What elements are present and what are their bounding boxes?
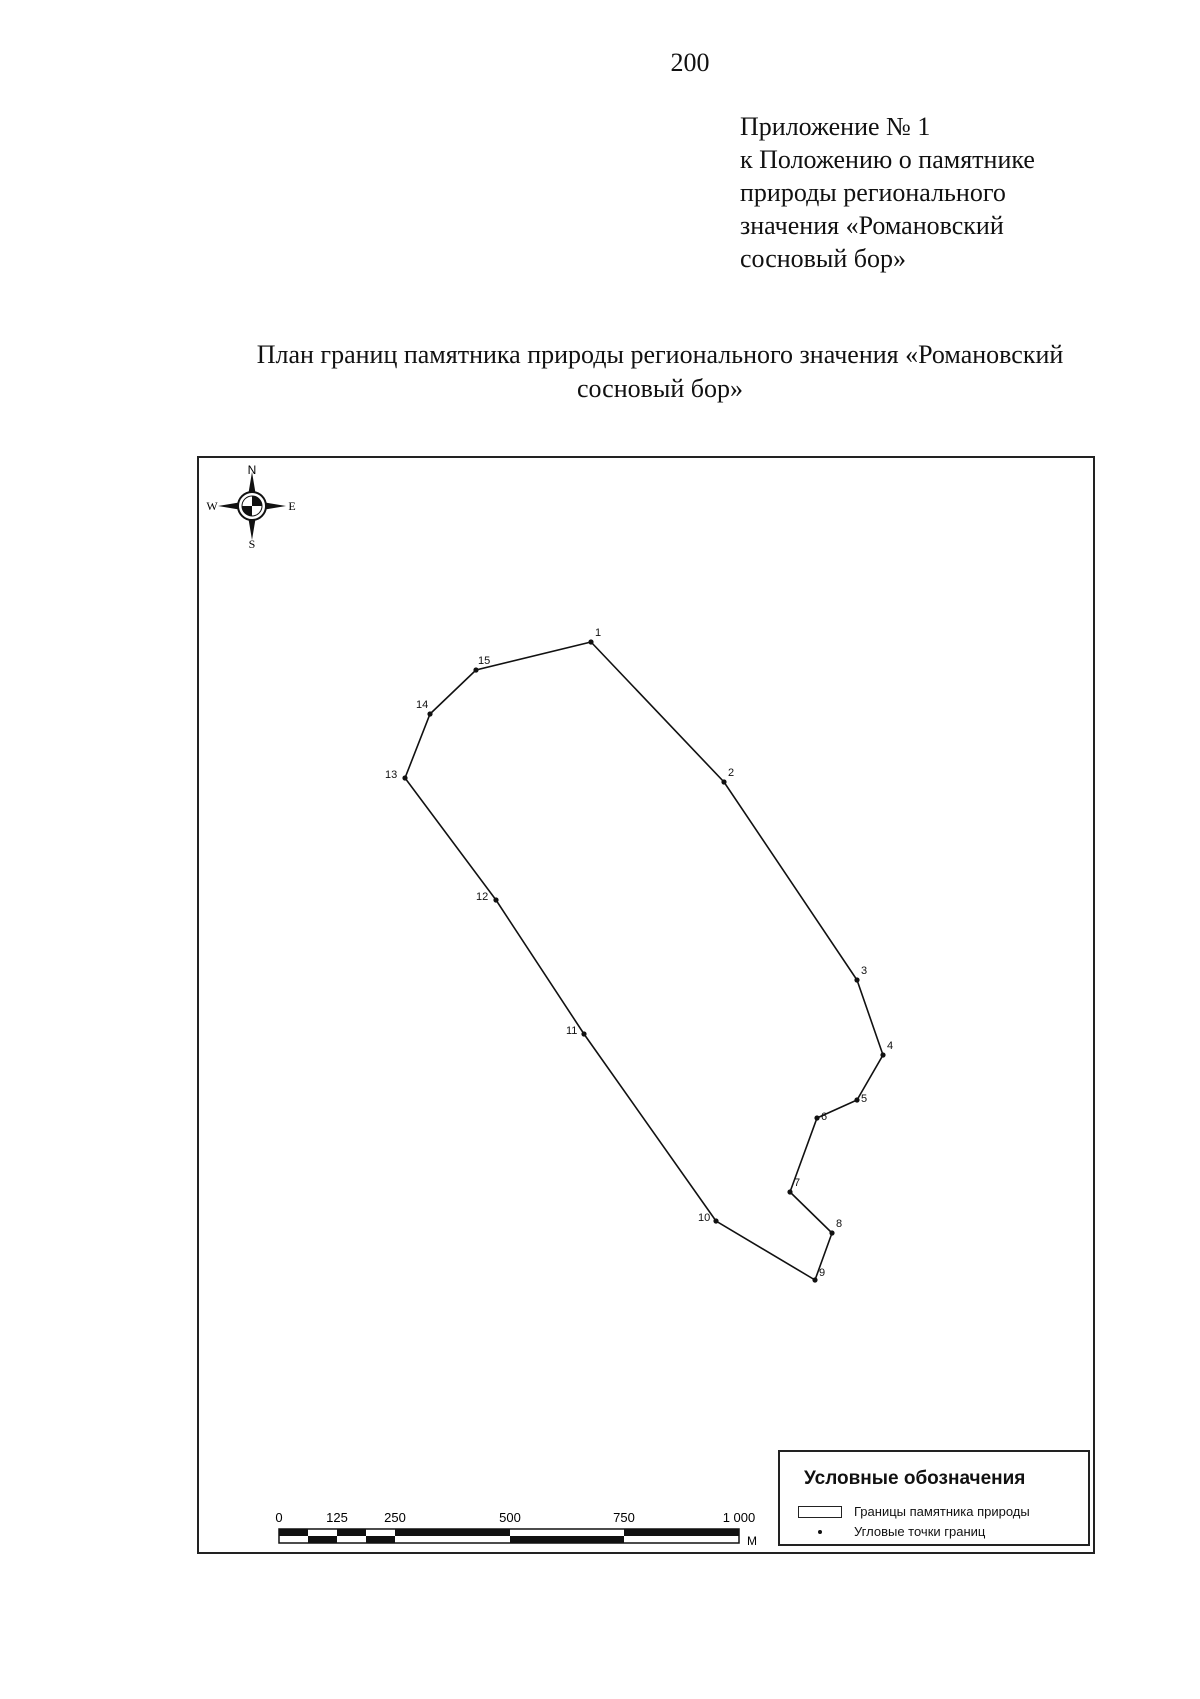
vertex-label-13: 13 — [385, 769, 398, 781]
appendix-line: к Положению о памятнике — [740, 145, 1035, 174]
legend-item-boundary — [798, 1504, 1030, 1519]
boundary-vertex-11 — [581, 1031, 586, 1036]
boundary-vertex-7 — [787, 1189, 792, 1194]
vertex-label-3: 3 — [861, 965, 868, 977]
vertex-label-9: 9 — [819, 1267, 826, 1279]
boundary-vertex-2 — [721, 779, 726, 784]
boundary-vertex-8 — [829, 1230, 834, 1235]
scale-tick-0: 0 — [275, 1510, 283, 1525]
plan-title-line-2: сосновый бор» — [576, 374, 744, 403]
boundary-vertex-9 — [812, 1277, 817, 1282]
vertex-label-4: 4 — [887, 1040, 894, 1052]
scale-tick-250: 250 — [384, 1510, 406, 1525]
scale-tick-125: 125 — [326, 1510, 348, 1525]
scale-bar — [279, 1529, 739, 1543]
legend-item-label: Угловые точки границ — [854, 1524, 986, 1539]
appendix-line: сосновый бор» — [740, 244, 907, 273]
boundary-vertex-12 — [493, 897, 498, 902]
compass-e-label: E — [288, 499, 296, 513]
vertex-label-6: 6 — [821, 1111, 828, 1123]
legend-title: Условные обозначения — [804, 1468, 1026, 1489]
vertex-label-5: 5 — [861, 1093, 868, 1105]
boundary-vertex-13 — [402, 775, 407, 780]
appendix-line: Приложение № 1 — [740, 112, 931, 141]
boundary-vertex-1 — [588, 639, 593, 644]
boundary-polygon — [405, 642, 883, 1280]
point-dot-icon — [798, 1526, 842, 1538]
legend-item-label: Границы памятника природы — [854, 1504, 1030, 1519]
vertex-label-8: 8 — [836, 1218, 843, 1230]
boundary-vertex-6 — [814, 1115, 819, 1120]
boundary-vertex-14 — [427, 711, 432, 716]
vertex-label-7: 7 — [794, 1177, 801, 1189]
appendix-line: значения «Романовский — [740, 211, 1004, 240]
vertex-label-15: 15 — [478, 655, 491, 667]
scale-tick-750: 750 — [613, 1510, 635, 1525]
compass-n-label: N — [247, 463, 257, 477]
appendix-line: природы регионального — [740, 178, 1006, 207]
compass-rose-icon — [218, 472, 286, 540]
vertex-label-10: 10 — [698, 1212, 711, 1224]
page-number: 200 — [670, 48, 710, 77]
boundary-vertex-15 — [473, 667, 478, 672]
boundary-vertex-5 — [854, 1097, 859, 1102]
vertex-label-2: 2 — [728, 767, 735, 779]
boundary-vertex-3 — [854, 977, 859, 982]
scale-tick-500: 500 — [499, 1510, 521, 1525]
vertex-label-1: 1 — [595, 627, 602, 639]
legend — [778, 1450, 1090, 1546]
scale-unit: М — [747, 1534, 757, 1548]
polygon-outline-icon — [798, 1506, 842, 1518]
boundary-vertices — [385, 627, 893, 1283]
vertex-label-14: 14 — [416, 699, 429, 711]
scale-tick-1000: 1 000 — [722, 1510, 756, 1525]
compass-s-label: S — [248, 537, 256, 551]
boundary-vertex-4 — [880, 1052, 885, 1057]
legend-item-points — [798, 1524, 985, 1539]
compass-w-label: W — [206, 499, 218, 513]
boundary-vertex-10 — [713, 1218, 718, 1223]
vertex-label-12: 12 — [476, 891, 489, 903]
vertex-label-11: 11 — [566, 1025, 578, 1037]
plan-title-line-1: План границ памятника природы регионального значения «Романовский — [256, 340, 1064, 369]
